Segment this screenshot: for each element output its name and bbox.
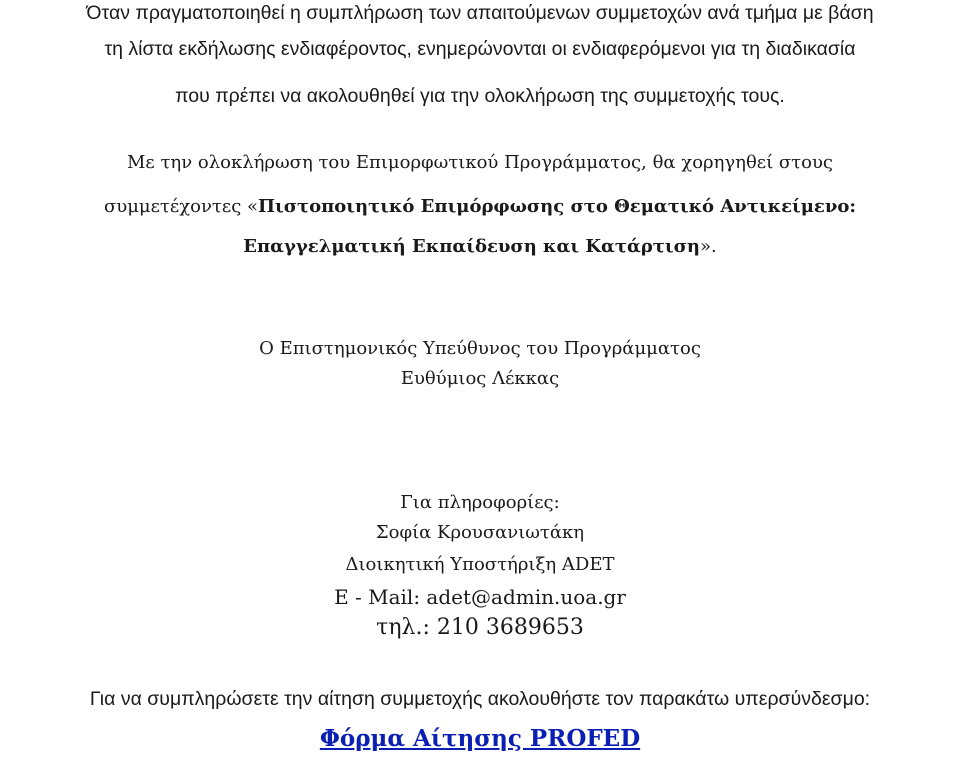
- certificate-line-3: [0, 236, 960, 257]
- certificate-suffix: ».: [699, 236, 717, 257]
- contact-email: E - Mail: adet@admin.uoa.gr: [334, 585, 626, 609]
- contact-department: Διοικητική Υποστήριξη ADET: [345, 554, 615, 575]
- intro-line-3: που πρέπει να ακολουθηθεί για την ολοκλήρωση της συμμετοχής τους.: [175, 85, 785, 107]
- footer-instruction: Για να συμπληρώσετε την αίτηση συμμετοχής ακολουθήστε τον παρακάτω υπερσύνδεσμο:: [89, 688, 871, 710]
- contact-name: Σοφία Κρουσανιωτάκη: [375, 522, 585, 543]
- certificate-title-part-1: Πιστοποιητικό Επιμόρφωσης στο Θεματικό Αντικείμενο:: [258, 196, 857, 217]
- certificate-line-1: Με την ολοκλήρωση του Επιμορφωτικού Προγράμματος, θα χορηγηθεί στους: [126, 152, 833, 173]
- contact-heading: Για πληροφορίες:: [400, 492, 560, 513]
- form-link-wrapper: [0, 725, 960, 752]
- application-form-link[interactable]: Φόρμα Αίτησης PROFED: [319, 725, 641, 752]
- contact-phone: τηλ.: 210 3689653: [376, 615, 584, 640]
- certificate-line-2: [0, 196, 960, 217]
- certificate-prefix: συμμετέχοντες «: [103, 196, 259, 217]
- signature-name: Ευθύμιος Λέκκας: [400, 368, 560, 389]
- signature-role: Ο Επιστημονικός Υπεύθυνος του Προγράμματος: [259, 338, 701, 359]
- certificate-title-part-2: Επαγγελματική Εκπαίδευση και Κατάρτιση: [243, 236, 700, 257]
- intro-line-1: Όταν πραγματοποιηθεί η συμπλήρωση των απαιτούμενων συμμετοχών ανά τμήμα με βάση: [86, 2, 874, 24]
- intro-line-2: τη λίστα εκδήλωσης ενδιαφέροντος, ενημερώνονται οι ενδιαφερόμενοι για τη διαδικασία: [104, 38, 856, 60]
